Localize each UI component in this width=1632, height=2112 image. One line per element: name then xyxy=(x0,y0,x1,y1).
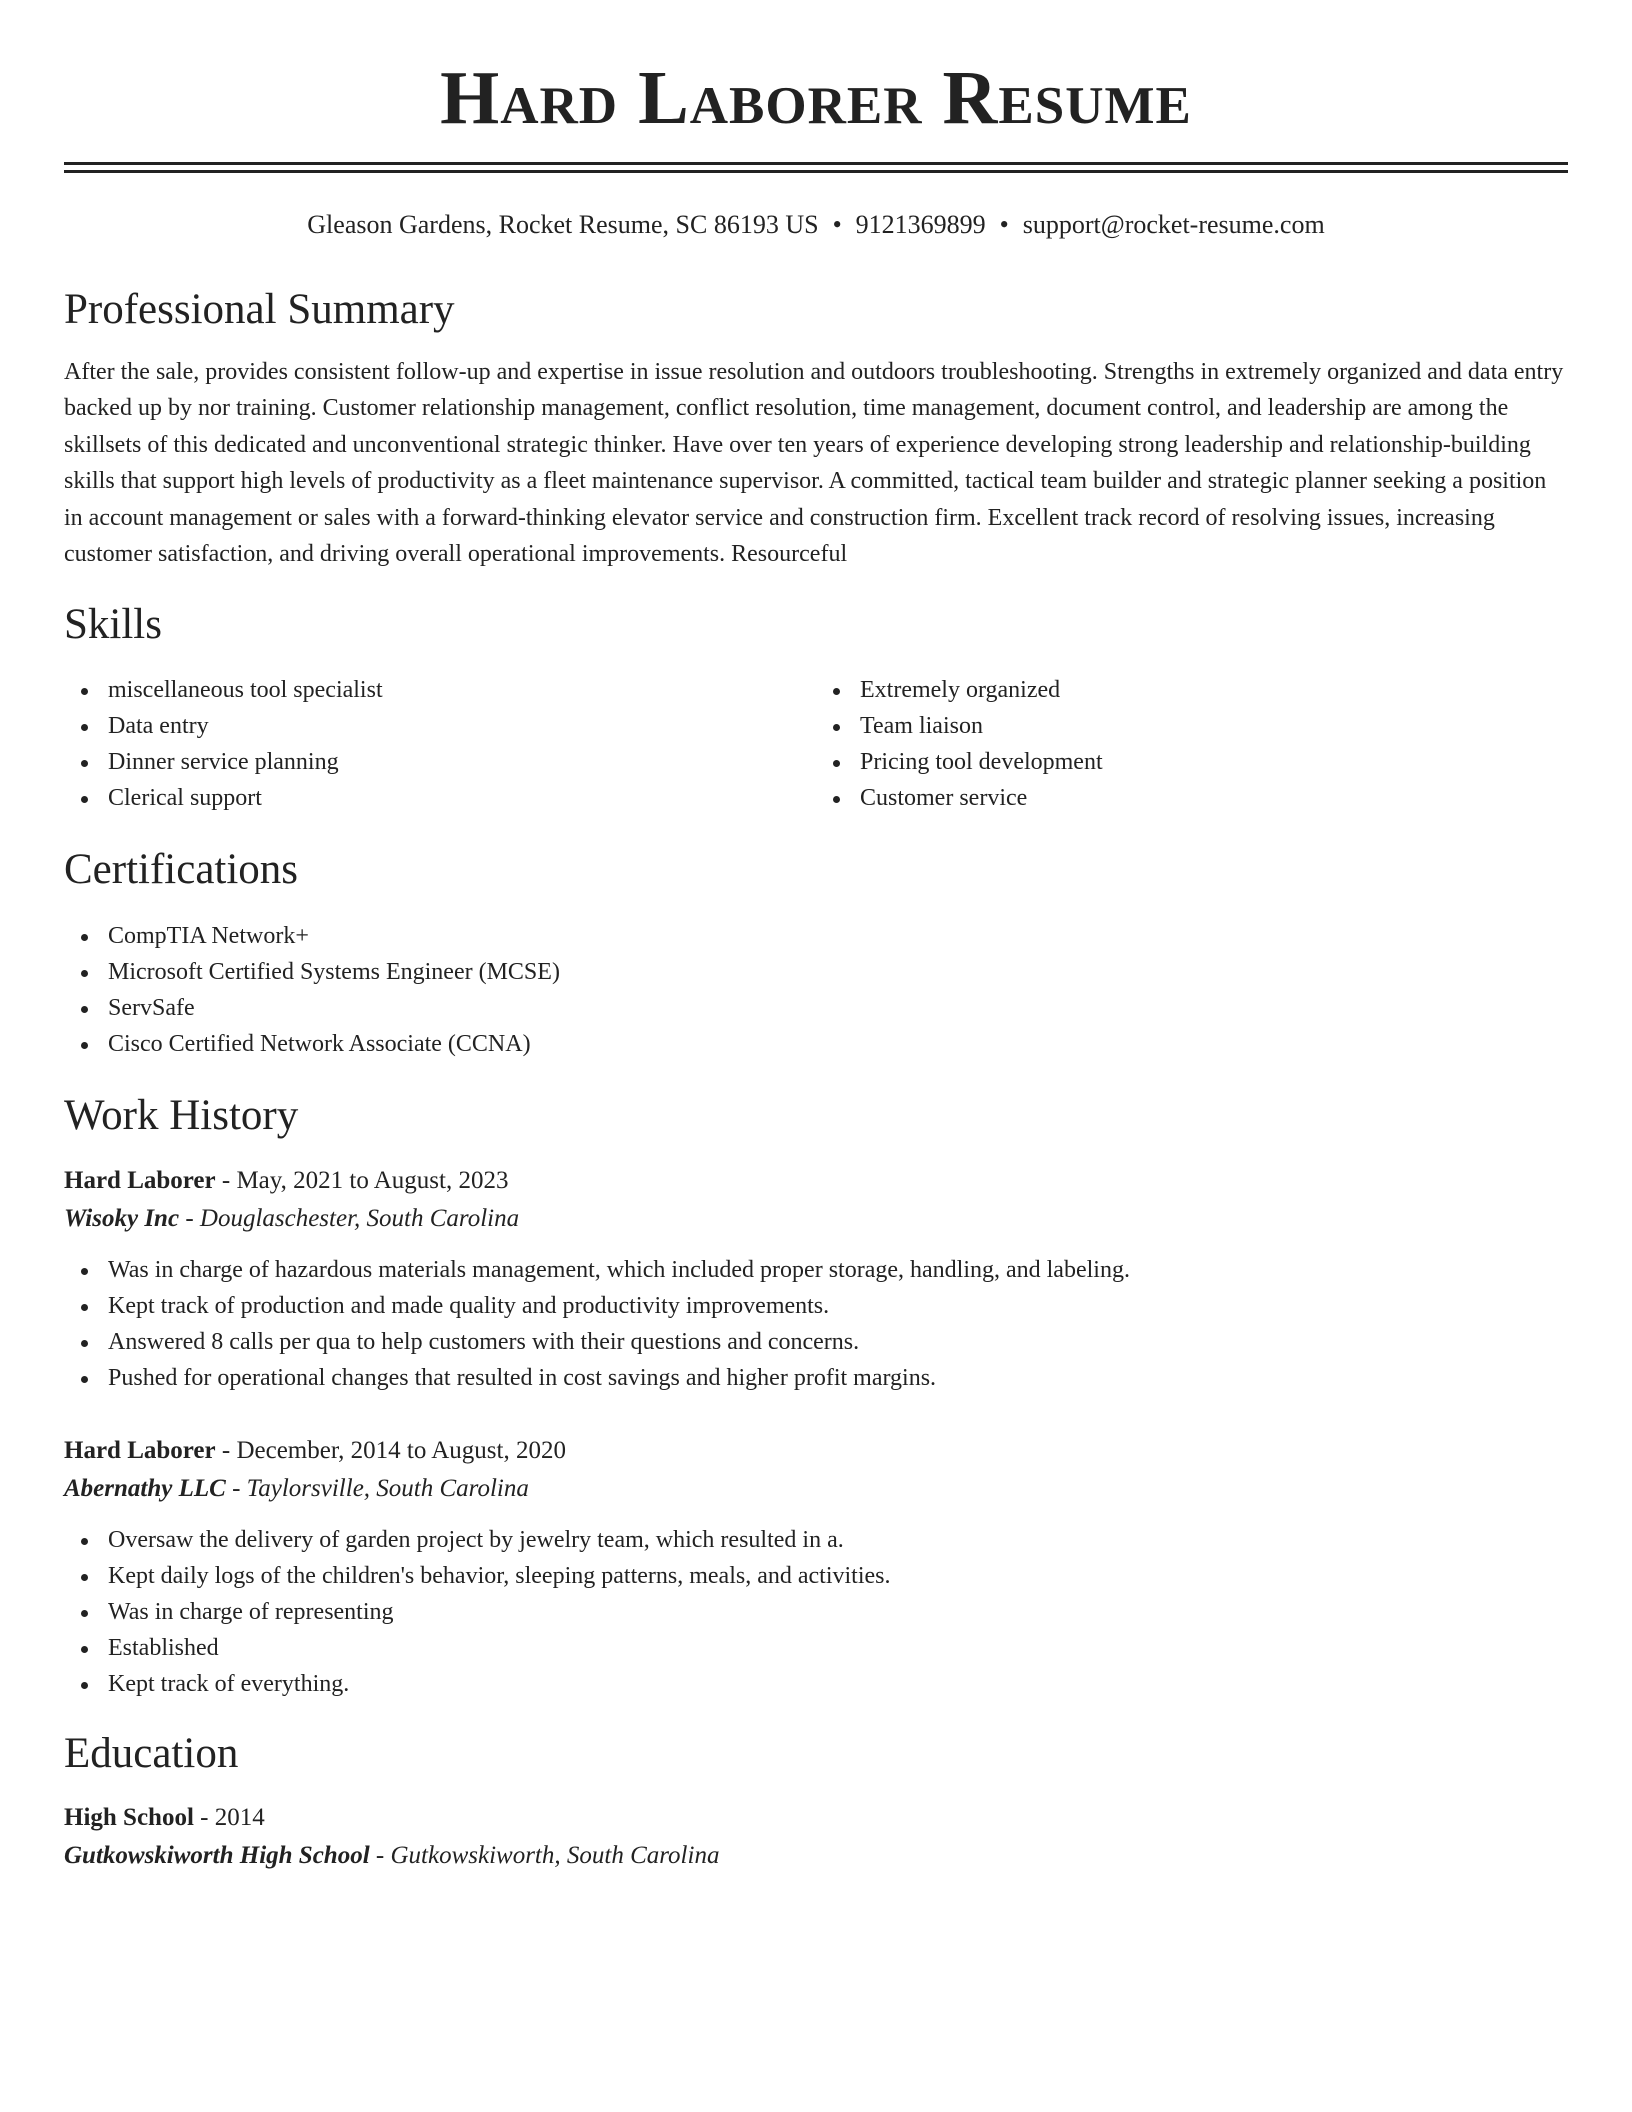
contact-address: Gleason Gardens, Rocket Resume, SC 86193 US xyxy=(307,210,819,239)
education-school-line: Gutkowskiworth High School - Gutkowskiworth, South Carolina xyxy=(64,1842,720,1870)
education-section xyxy=(64,1728,1568,1876)
list-item: CompTIA Network+ xyxy=(64,918,1568,954)
education-entry xyxy=(64,1799,1568,1875)
education-location: Gutkowskiworth, South Carolina xyxy=(390,1842,720,1870)
job-role: Hard Laborer xyxy=(64,1436,216,1464)
contact-line xyxy=(64,209,1568,240)
job-title-line: Hard Laborer - May, 2021 to August, 2023 xyxy=(64,1166,509,1194)
list-item: ServSafe xyxy=(64,990,1568,1026)
contact-phone: 9121369899 xyxy=(855,210,986,239)
education-school: Gutkowskiworth High School xyxy=(64,1842,370,1870)
list-item: Extremely organized xyxy=(816,672,1568,708)
education-degree-line: High School - 2014 xyxy=(64,1804,265,1832)
list-item: Kept daily logs of the children's behavior, sleeping patterns, meals, and activities. xyxy=(64,1558,1568,1594)
skills-list-left xyxy=(64,672,816,816)
education-degree: High School xyxy=(64,1804,194,1832)
skills-section xyxy=(64,599,1568,817)
job-location: Taylorsville, South Carolina xyxy=(246,1474,529,1502)
list-item: Microsoft Certified Systems Engineer (MCSE) xyxy=(64,954,1568,990)
list-item: Oversaw the delivery of garden project by jewelry team, which resulted in a. xyxy=(64,1522,1568,1558)
list-item: Data entry xyxy=(64,708,816,744)
title-divider xyxy=(64,162,1568,173)
list-item: Pushed for operational changes that resulted in cost savings and higher profit margins. xyxy=(64,1360,1568,1396)
summary-text: After the sale, provides consistent follow-up and expertise in issue resolution and outdoors troubleshooting. Strengths in extremely organized and data entry backed up by nor training. Customer relationship management, conflict resolution, time management, document control, and leadership are among the skillsets of this dedicated and unconventional strategic thinker. Have over ten years of experience developing strong leadership and relationship-building skills that support high levels of productivity as a fleet maintenance supervisor. A committed, tactical team builder and strategic planner seeking a position in account management or sales with a forward-thinking elevator service and construction firm. Excellent track record of resolving issues, increasing customer satisfaction, and driving overall operational improvements. Resourceful xyxy=(64,358,1564,568)
list-item: Customer service xyxy=(816,780,1568,816)
contact-separator: • xyxy=(832,210,842,239)
job-title-line: Hard Laborer - December, 2014 to August, 2020 xyxy=(64,1436,566,1464)
list-item: Cisco Certified Network Associate (CCNA) xyxy=(64,1026,1568,1062)
contact-email: support@rocket-resume.com xyxy=(1022,210,1325,239)
work-history-heading: Work History xyxy=(64,1091,299,1139)
list-item: miscellaneous tool specialist xyxy=(64,672,816,708)
list-item: Team liaison xyxy=(816,708,1568,744)
contact-separator: • xyxy=(999,210,1009,239)
list-item: Was in charge of representing xyxy=(64,1594,1568,1630)
list-item: Kept track of everything. xyxy=(64,1666,1568,1702)
job-entry xyxy=(64,1162,1568,1396)
work-history-section xyxy=(64,1090,1568,1702)
list-item: Pricing tool development xyxy=(816,744,1568,780)
skills-list-right xyxy=(816,672,1568,816)
page-title: Hard Laborer Resume xyxy=(440,56,1192,140)
job-role: Hard Laborer xyxy=(64,1166,216,1194)
list-item: Was in charge of hazardous materials management, which included proper storage, handling, and labeling. xyxy=(64,1252,1568,1288)
job-dates: December, 2014 to August, 2020 xyxy=(236,1436,566,1464)
list-item: Dinner service planning xyxy=(64,744,816,780)
list-item: Established xyxy=(64,1630,1568,1666)
job-company: Wisoky Inc xyxy=(64,1204,180,1232)
list-item: Kept track of production and made quality and productivity improvements. xyxy=(64,1288,1568,1324)
certifications-section xyxy=(64,844,1568,1062)
certifications-heading: Certifications xyxy=(64,846,299,894)
list-item: Clerical support xyxy=(64,780,816,816)
skills-heading: Skills xyxy=(64,600,162,648)
job-company-line: Abernathy LLC - Taylorsville, South Carolina xyxy=(64,1474,529,1502)
job-duties-list xyxy=(64,1252,1568,1396)
education-heading: Education xyxy=(64,1729,239,1777)
list-item: Answered 8 calls per qua to help customers with their questions and concerns. xyxy=(64,1324,1568,1360)
job-duties-list xyxy=(64,1522,1568,1702)
job-company: Abernathy LLC xyxy=(64,1474,226,1502)
summary-heading: Professional Summary xyxy=(64,286,455,334)
skills-grid xyxy=(64,672,1568,816)
job-dates: May, 2021 to August, 2023 xyxy=(236,1166,509,1194)
certifications-list xyxy=(64,918,1568,1062)
job-company-line: Wisoky Inc - Douglaschester, South Carolina xyxy=(64,1204,520,1232)
summary-section xyxy=(64,284,1568,573)
education-year: 2014 xyxy=(214,1804,265,1832)
job-entry xyxy=(64,1432,1568,1702)
job-location: Douglaschester, South Carolina xyxy=(199,1204,520,1232)
